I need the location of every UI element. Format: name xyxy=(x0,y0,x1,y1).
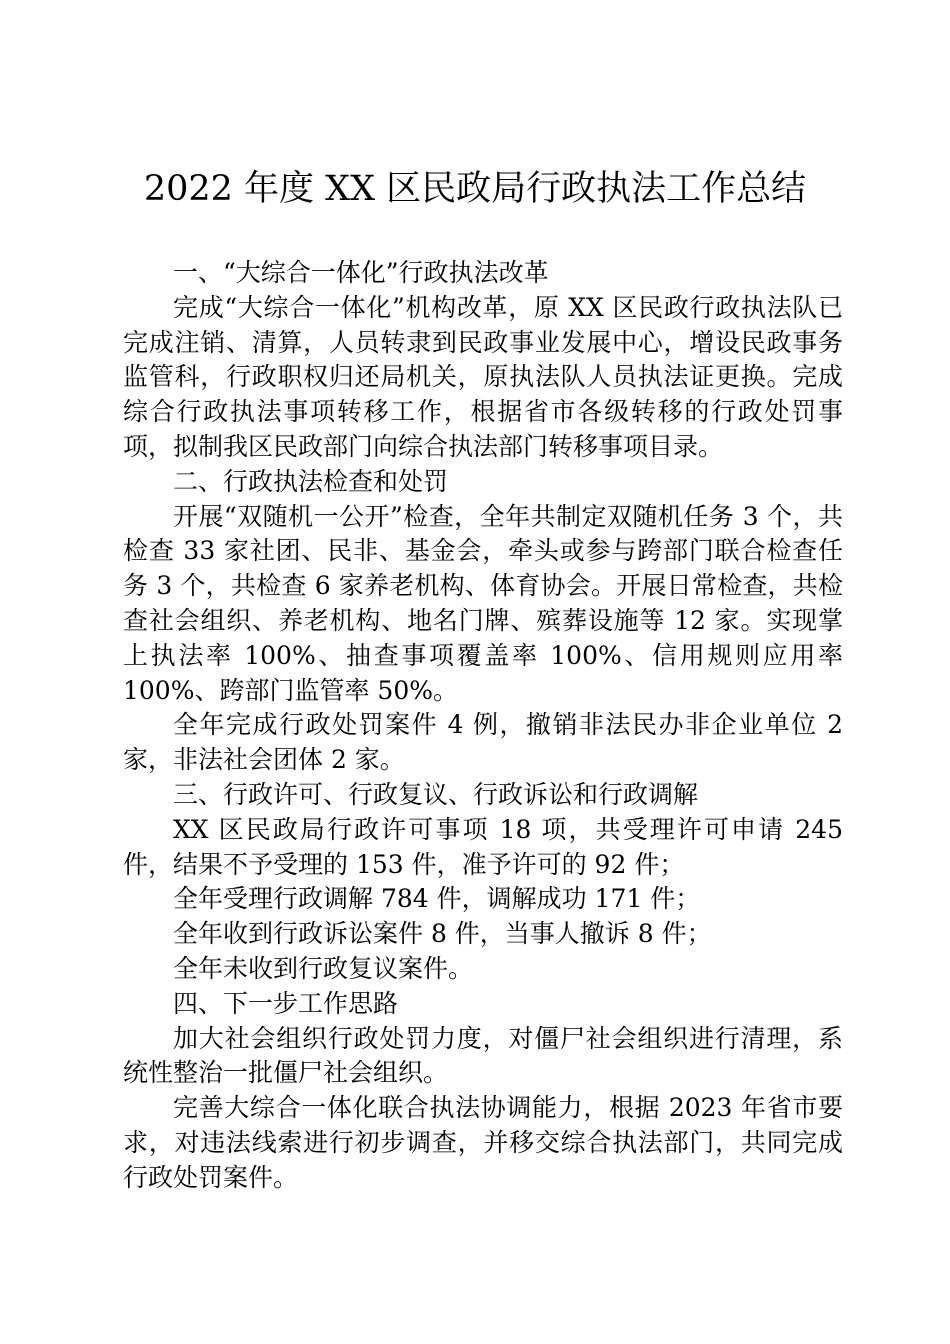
section-heading-4: 四、下一步工作思路 xyxy=(173,988,399,1018)
section-heading-2: 二、行政执法检查和处罚 xyxy=(173,466,449,496)
document-title: 2022 年度 XX 区民政局行政执法工作总结 xyxy=(143,169,807,209)
section-heading-3: 三、行政许可、行政复议、行政诉讼和行政调解 xyxy=(173,779,699,809)
paragraph-4-2: 完善大综合一体化联合执法协调能力，根据 2023 年省市要求，对违法线索进行初步调查，并移交综合执法部门，共同完成行政处罚案件。 xyxy=(123,1093,843,1192)
paragraph-3-2: 全年受理行政调解 784 件，调解成功 171 件； xyxy=(173,884,701,914)
paragraph-3-3: 全年收到行政诉讼案件 8 件，当事人撤诉 8 件； xyxy=(173,919,712,949)
document-body xyxy=(123,256,843,1196)
section-heading-1: 一、“大综合一体化”行政执法改革 xyxy=(173,258,549,287)
paragraph-2-2: 全年完成行政处罚案件 4 例，撤销非法民办非企业单位 2 家，非法社会团体 2 家。 xyxy=(123,710,843,775)
paragraph-3-4: 全年未收到行政复议案件。 xyxy=(173,953,474,983)
paragraph-2-1: 开展“双随机一公开”检查，全年共制定双随机任务 3 个，共检查 33 家社团、民非、基金会，牵头或参与跨部门联合检查任务 3 个，共检查 6 家养老机构、体育协会。开展日常检查，共检查社会组织、养老机构、地名门牌、殡葬设施等 12 家。实现掌上执法率 100%、抽查事项覆盖率 100%、信用规则应用率 100%、跨部门监管率 50%。 xyxy=(123,501,843,705)
paragraph-4-1: 加大社会组织行政处罚力度，对僵尸社会组织进行清理，系统性整治一批僵尸社会组织。 xyxy=(123,1023,843,1088)
paragraph-3-1: XX 区民政局行政许可事项 18 项，共受理许可申请 245 件，结果不予受理的 153 件，准予许可的 92 件； xyxy=(123,814,843,879)
paragraph-1-1: 完成“大综合一体化”机构改革，原 XX 区民政行政执法队已完成注销、清算，人员转隶到民政事业发展中心，增设民政事务监管科，行政职权归还局机关，原执法队人员执法证更换。完成综合行政执法事项转移工作，根据省市各级转移的行政处罚事项，拟制我区民政部门向综合执法部门转移事项目录。 xyxy=(123,292,843,461)
